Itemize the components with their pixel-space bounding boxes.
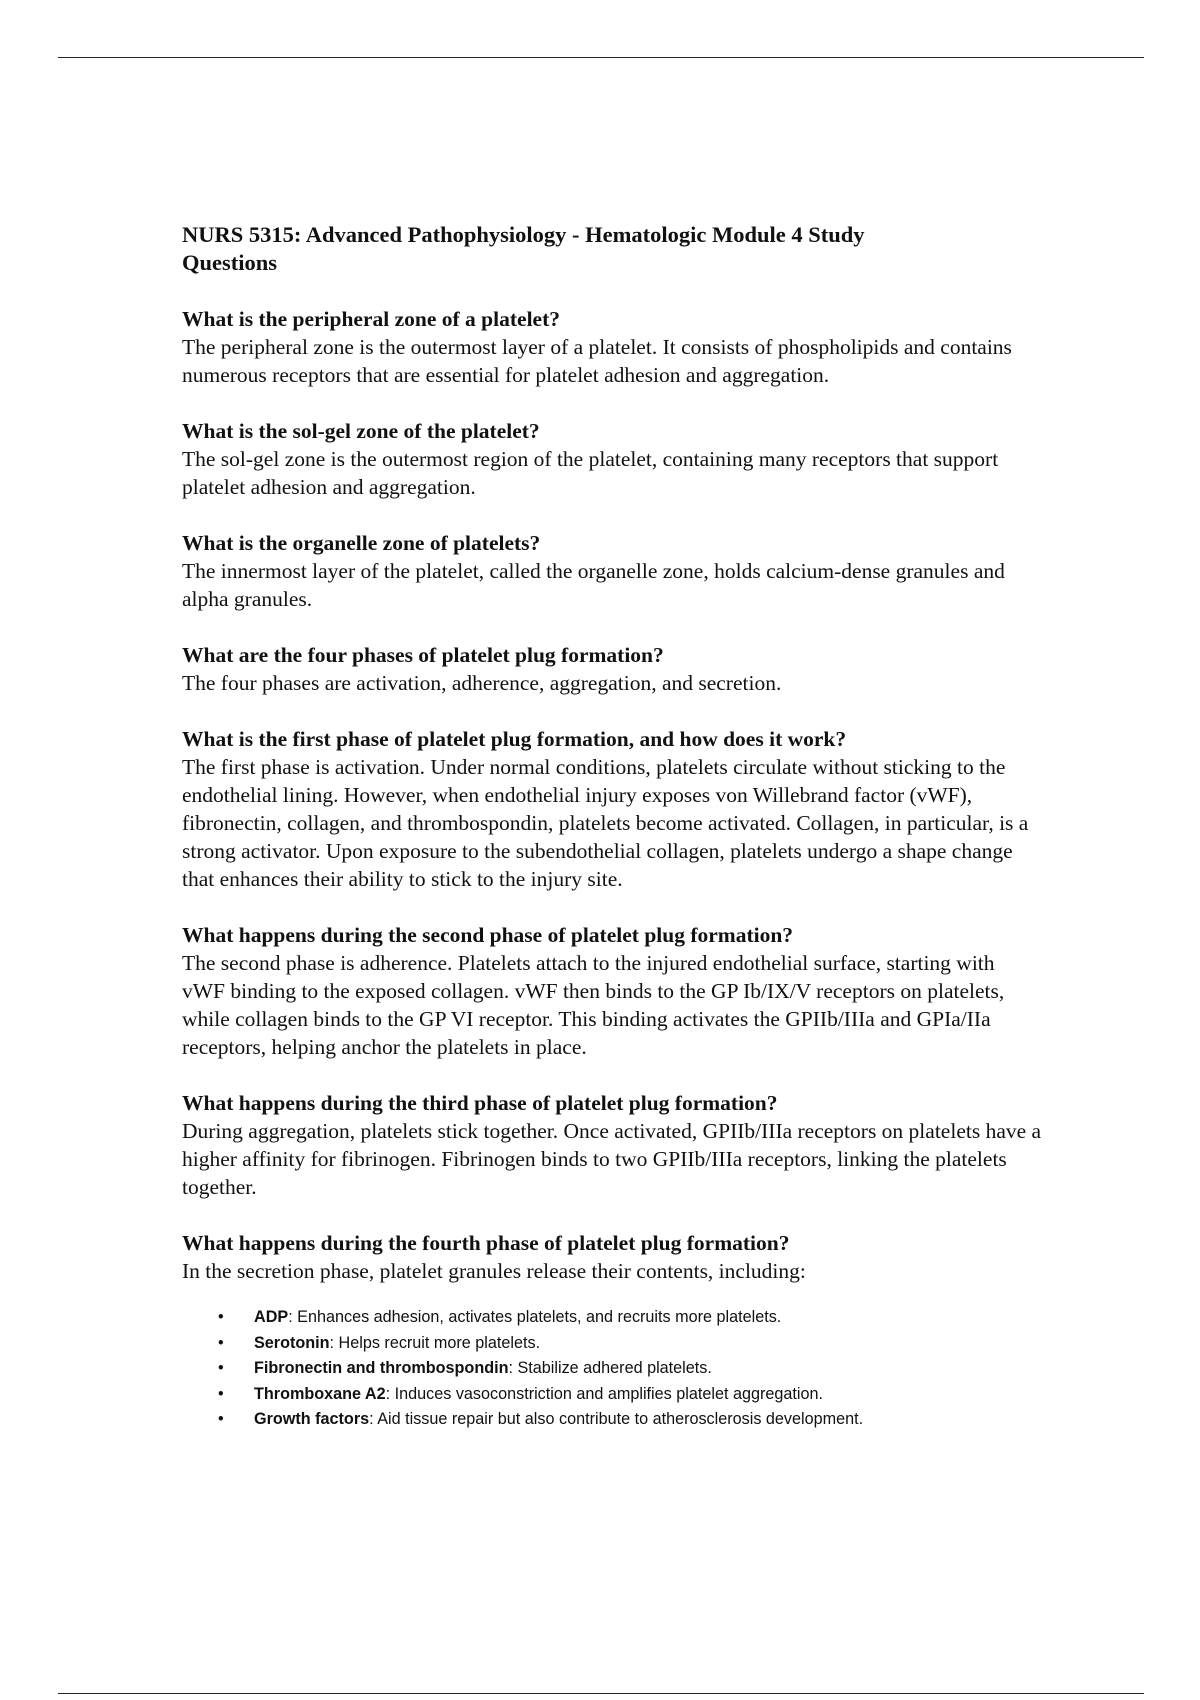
list-item [218,1382,1042,1408]
list-item [218,1331,1042,1357]
answer: The sol-gel zone is the outermost region of the platelet, containing many receptors that support platelet adhesion and aggregation. [182,447,999,499]
question: What is the peripheral zone of a platelet? [182,307,560,331]
question: What happens during the fourth phase of platelet plug formation? [182,1231,790,1255]
answer: The four phases are activation, adherence, aggregation, and secretion. [182,671,782,695]
list-item-desc: : Helps recruit more platelets. [329,1333,541,1352]
bullet-icon: • [218,1410,224,1428]
question: What is the organelle zone of platelets? [182,531,541,555]
list-item [218,1407,1042,1433]
page-bottom-rule [58,1693,1144,1694]
question: What happens during the third phase of platelet plug formation? [182,1091,778,1115]
answer: In the secretion phase, platelet granules release their contents, including: [182,1259,806,1283]
list-item-desc: : Stabilize adhered platelets. [508,1359,712,1377]
bullet-icon: • [218,1333,224,1352]
list-item [218,1305,1042,1331]
answer: The innermost layer of the platelet, called the organelle zone, holds calcium-dense granules and alpha granules. [182,559,1005,611]
bullet-icon: • [218,1359,224,1377]
qa-block [182,529,1042,613]
qa-block [182,921,1042,1061]
list-item-desc: : Enhances adhesion, activates platelets, and recruits more platelets. [288,1308,782,1326]
qa-block [182,417,1042,501]
document-title: NURS 5315: Advanced Pathophysiology - Hematologic Module 4 Study Questions [182,222,865,275]
bullet-icon: • [218,1308,224,1326]
answer: During aggregation, platelets stick together. Once activated, GPIIb/IIIa receptors on platelets have a higher affinity for fibrinogen. Fibrinogen binds to two GPIIb/IIIa receptors, linking the platelets together. [182,1119,1042,1199]
bullet-icon: • [218,1384,224,1403]
qa-block-secretion [182,1229,1042,1433]
list-item-desc: : Aid tissue repair but also contribute to atherosclerosis development. [369,1410,864,1428]
question: What is the sol-gel zone of the platelet? [182,419,540,443]
answer: The second phase is adherence. Platelets attach to the injured endothelial surface, starting with vWF binding to the exposed collagen. vWF then binds to the GP Ib/IX/V receptors on platelets, while collagen binds to the GP VI receptor. This binding activates the GPIIb/IIIa and GPIa/IIa receptors, helping anchor the platelets in place. [182,951,1005,1059]
qa-block [182,305,1042,389]
question: What happens during the second phase of platelet plug formation? [182,923,794,947]
qa-block [182,641,1042,697]
list-item-term: Thromboxane A2 [254,1384,386,1403]
list-item [218,1356,1042,1382]
page-top-rule [58,57,1144,58]
list-item-term: Serotonin [254,1333,330,1352]
granule-contents-list [218,1305,1042,1433]
list-item-desc: : Induces vasoconstriction and amplifies platelet aggregation. [385,1384,823,1403]
question: What are the four phases of platelet plug formation? [182,643,664,667]
list-item-term: ADP [254,1308,289,1326]
answer: The peripheral zone is the outermost layer of a platelet. It consists of phospholipids and contains numerous receptors that are essential for platelet adhesion and aggregation. [182,335,1012,387]
document-body [182,221,1042,1433]
answer: The first phase is activation. Under normal conditions, platelets circulate without sticking to the endothelial lining. However, when endothelial injury exposes von Willebrand factor (vWF), fibronectin, collagen, and thrombospondin, platelets become activated. Collagen, in particular, is a strong activator. Upon exposure to the subendothelial collagen, platelets undergo a shape change that enhances their ability to stick to the injury site. [182,755,1029,891]
qa-block [182,1089,1042,1201]
question: What is the first phase of platelet plug formation, and how does it work? [182,727,847,751]
list-item-term: Fibronectin and thrombospondin [254,1359,509,1377]
qa-block [182,725,1042,893]
list-item-term: Growth factors [254,1410,370,1428]
